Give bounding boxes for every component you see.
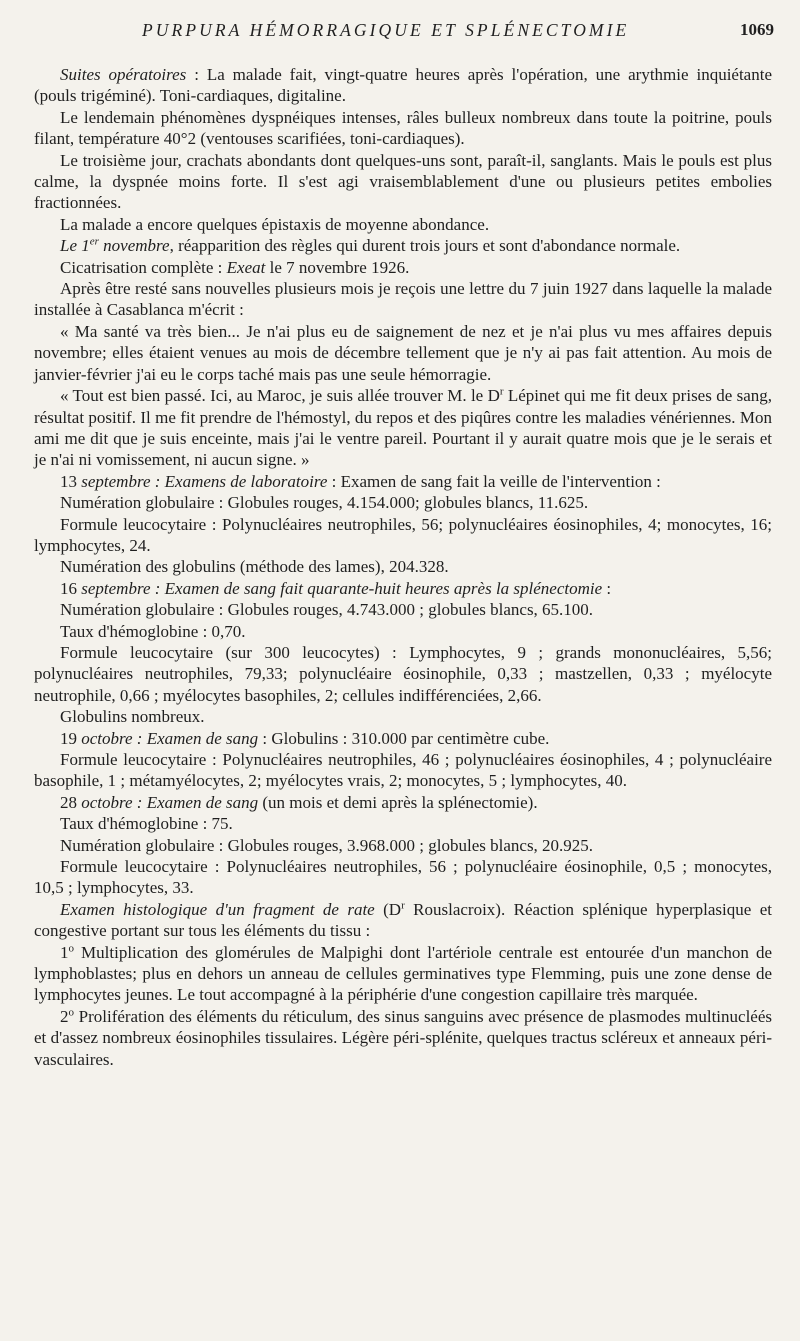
page-header bbox=[34, 20, 774, 44]
paragraph-text: 2 bbox=[60, 1006, 69, 1026]
paragraph-text: 28 bbox=[60, 792, 82, 812]
paragraph-text: La malade a encore quelques épistaxis de moyenne abondance. bbox=[60, 214, 490, 234]
paragraph-text: : La malade fait, vingt-quatre heures après l'opération, une arythmie inquiétante (pouls trigéminé). Toni-cardiaques, digitaline. bbox=[34, 65, 772, 106]
paragraph-text: Taux d'hémoglobine : 0,70. bbox=[60, 621, 246, 641]
superscript: o bbox=[68, 942, 74, 954]
paragraph-text: (un mois et demi après la splénectomie). bbox=[258, 792, 538, 812]
paragraph-text: Numération des globulins (méthode des lames), 204.328. bbox=[60, 557, 449, 577]
italic-heading: octobre : Examen de sang bbox=[81, 792, 259, 812]
paragraph bbox=[34, 792, 772, 813]
paragraph-text: Multiplication des glomérules de Malpighi dont l'artériole centrale est entourée d'un manchon de lymphoblastes; plus en dehors un anneau de cellules germinatives type Flemming, puis une zone dense de lymphocytes jeunes. Le tout accompagné à la périphérie d'une congestion capillaire très marquée. bbox=[34, 942, 772, 1005]
italic-heading: octobre : Examen de sang bbox=[81, 728, 259, 748]
superscript: r bbox=[499, 385, 504, 398]
paragraph bbox=[34, 856, 772, 899]
quote-paragraph bbox=[34, 321, 772, 385]
superscript: r bbox=[401, 899, 405, 912]
paragraph bbox=[34, 471, 772, 492]
paragraph-text: : Examen de sang fait la veille de l'intervention : bbox=[327, 471, 661, 491]
paragraph-text: 1 bbox=[60, 942, 69, 962]
paragraph-text: 13 bbox=[60, 471, 82, 491]
paragraph bbox=[34, 107, 772, 150]
paragraph-text: Taux d'hémoglobine : 75. bbox=[60, 814, 233, 834]
paragraph-text: Le lendemain phénomènes dyspnéiques intenses, râles bulleux nombreux dans toute la poitrine, pouls filant, température 40°2 (ventouses scarifiées, toni-cardiaques). bbox=[34, 107, 772, 149]
paragraph bbox=[34, 278, 772, 321]
paragraph bbox=[34, 64, 772, 107]
paragraph bbox=[34, 214, 772, 235]
superscript: er bbox=[89, 235, 99, 248]
paragraph bbox=[34, 578, 772, 599]
paragraph bbox=[34, 813, 772, 834]
paragraph bbox=[34, 621, 772, 642]
paragraph-text: : Globulins : 310.000 par centimètre cube. bbox=[258, 728, 550, 748]
italic-term: Exeat bbox=[226, 257, 266, 277]
paragraph bbox=[34, 749, 772, 792]
paragraph-text: Formule leucocytaire : Polynucléaires neutrophiles, 56 ; polynucléaire éosinophile, 0,5 ; monocytes, 10,5 ; lymphocytes, 33. bbox=[34, 857, 772, 898]
italic-heading: septembre : Examens de laboratoire bbox=[81, 471, 328, 491]
paragraph-text: Le troisième jour, crachats abondants dont quelques-uns sont, paraît-il, sanglants. Mais le pouls est plus calme, la dyspnée moins forte. Il s'est agi vraisemblablement d'une ou plusieurs petites embolies fractionnées. bbox=[34, 150, 772, 213]
paragraph bbox=[34, 599, 772, 620]
paragraph bbox=[34, 257, 772, 278]
paragraph-text: Après être resté sans nouvelles plusieurs mois je reçois une lettre du 7 juin 1927 dans laquelle la malade installée à Casablanca m'écrit : bbox=[34, 279, 772, 320]
paragraph-text: « Ma santé va très bien... Je n'ai plus eu de saignement de nez et je n'ai plus vu mes affaires depuis novembre; elles étaient venues au mois de décembre tellement que je n'y ai pas fait attention. Au mois de janvier-février j'ai eu le corps taché mais pas une seule hémorragie. bbox=[34, 321, 772, 384]
page-number: 1069 bbox=[740, 20, 774, 39]
paragraph-text: , réapparition des règles qui durent trois jours et sont d'abondance normale. bbox=[169, 236, 681, 256]
italic-heading: septembre : Examen de sang fait quarante-huit heures après la splénectomie bbox=[81, 578, 603, 598]
body-text bbox=[34, 64, 772, 1070]
paragraph bbox=[34, 492, 772, 513]
paragraph-text: Cicatrisation complète : bbox=[60, 257, 227, 277]
paragraph-text: Numération globulaire : Globules rouges, 4.743.000 ; globules blancs, 65.100. bbox=[60, 600, 594, 620]
paragraph-text: 19 bbox=[60, 728, 82, 748]
paragraph-text: Globulins nombreux. bbox=[60, 707, 205, 727]
quote-paragraph bbox=[34, 385, 772, 471]
paragraph bbox=[34, 942, 772, 1006]
paragraph bbox=[34, 150, 772, 214]
paragraph-text: 16 bbox=[60, 578, 82, 598]
paragraph bbox=[34, 1006, 772, 1070]
paragraph-text: Lépinet qui me fit deux prises de sang, résultat positif. Il me fit prendre de l'hémostyl, du repos et des piqûres contre les maladies vénériennes. Mon ami me dit que je suis enceinte, mais j'ai le ventre pareil. Pourtant il y aurait quatre mois que je le serais et je n'ai ni vomissement, ni aucun signe. » bbox=[34, 386, 772, 470]
italic-heading: Examen histologique d'un fragment de rate bbox=[60, 899, 375, 919]
paragraph-text: Formule leucocytaire : Polynucléaires neutrophiles, 56; polynucléaires éosinophiles, 4; monocytes, 16; lymphocytes, 24. bbox=[34, 514, 772, 555]
paragraph bbox=[34, 728, 772, 749]
italic-lead: novembre bbox=[98, 236, 170, 256]
paragraph bbox=[34, 835, 772, 856]
paragraph-text: « Tout est bien passé. Ici, au Maroc, je suis allée trouver M. le D bbox=[60, 386, 500, 406]
paragraph-text: Formule leucocytaire : Polynucléaires neutrophiles, 46 ; polynucléaires éosinophiles, 4 ; polynucléaire basophile, 1 ; métamyélocytes, 2; myélocytes vrais, 2; monocytes, 5 ; lymphocytes, 40. bbox=[34, 750, 772, 791]
superscript: o bbox=[68, 1006, 74, 1019]
paragraph bbox=[34, 235, 772, 256]
paragraph-text: Prolifération des éléments du réticulum, des sinus sanguins avec présence de plasmodes multinucléés et d'assez nombreux éosinophiles tissulaires. Légère péri-splénite, quelques tractus scléreux et anneaux péri-vasculaires. bbox=[34, 1006, 772, 1069]
paragraph-text: Formule leucocytaire (sur 300 leucocytes) : Lymphocytes, 9 ; grands mononucléaires, 5,56; polynucléaires neutrophiles, 79,33; polynucléaire éosinophile, 0,33 ; mastzellen, 0,33 ; myélocyte neutrophile, 0,66 ; myélocytes basophiles, 2; cellules indifférenciées, 2,66. bbox=[34, 642, 772, 705]
paragraph-text: : bbox=[602, 578, 612, 598]
paragraph bbox=[34, 642, 772, 706]
italic-lead: Suites opératoires bbox=[60, 65, 187, 84]
paragraph-text: (D bbox=[374, 899, 402, 919]
paragraph-text: Rouslacroix). Réaction splénique hyperplasique et congestive portant sur tous les éléments du tissu : bbox=[34, 899, 772, 941]
paragraph bbox=[34, 706, 772, 727]
paragraph-text: Numération globulaire : Globules rouges, 4.154.000; globules blancs, 11.625. bbox=[60, 493, 589, 513]
paragraph bbox=[34, 899, 772, 942]
paragraph-text: Numération globulaire : Globules rouges, 3.968.000 ; globules blancs, 20.925. bbox=[60, 835, 594, 855]
paragraph bbox=[34, 514, 772, 557]
paragraph bbox=[34, 556, 772, 577]
paragraph-text: le 7 novembre 1926. bbox=[265, 257, 410, 277]
italic-lead: Le 1 bbox=[60, 236, 90, 256]
running-title: PURPURA HÉMORRAGIQUE ET SPLÉNECTOMIE bbox=[142, 20, 630, 40]
